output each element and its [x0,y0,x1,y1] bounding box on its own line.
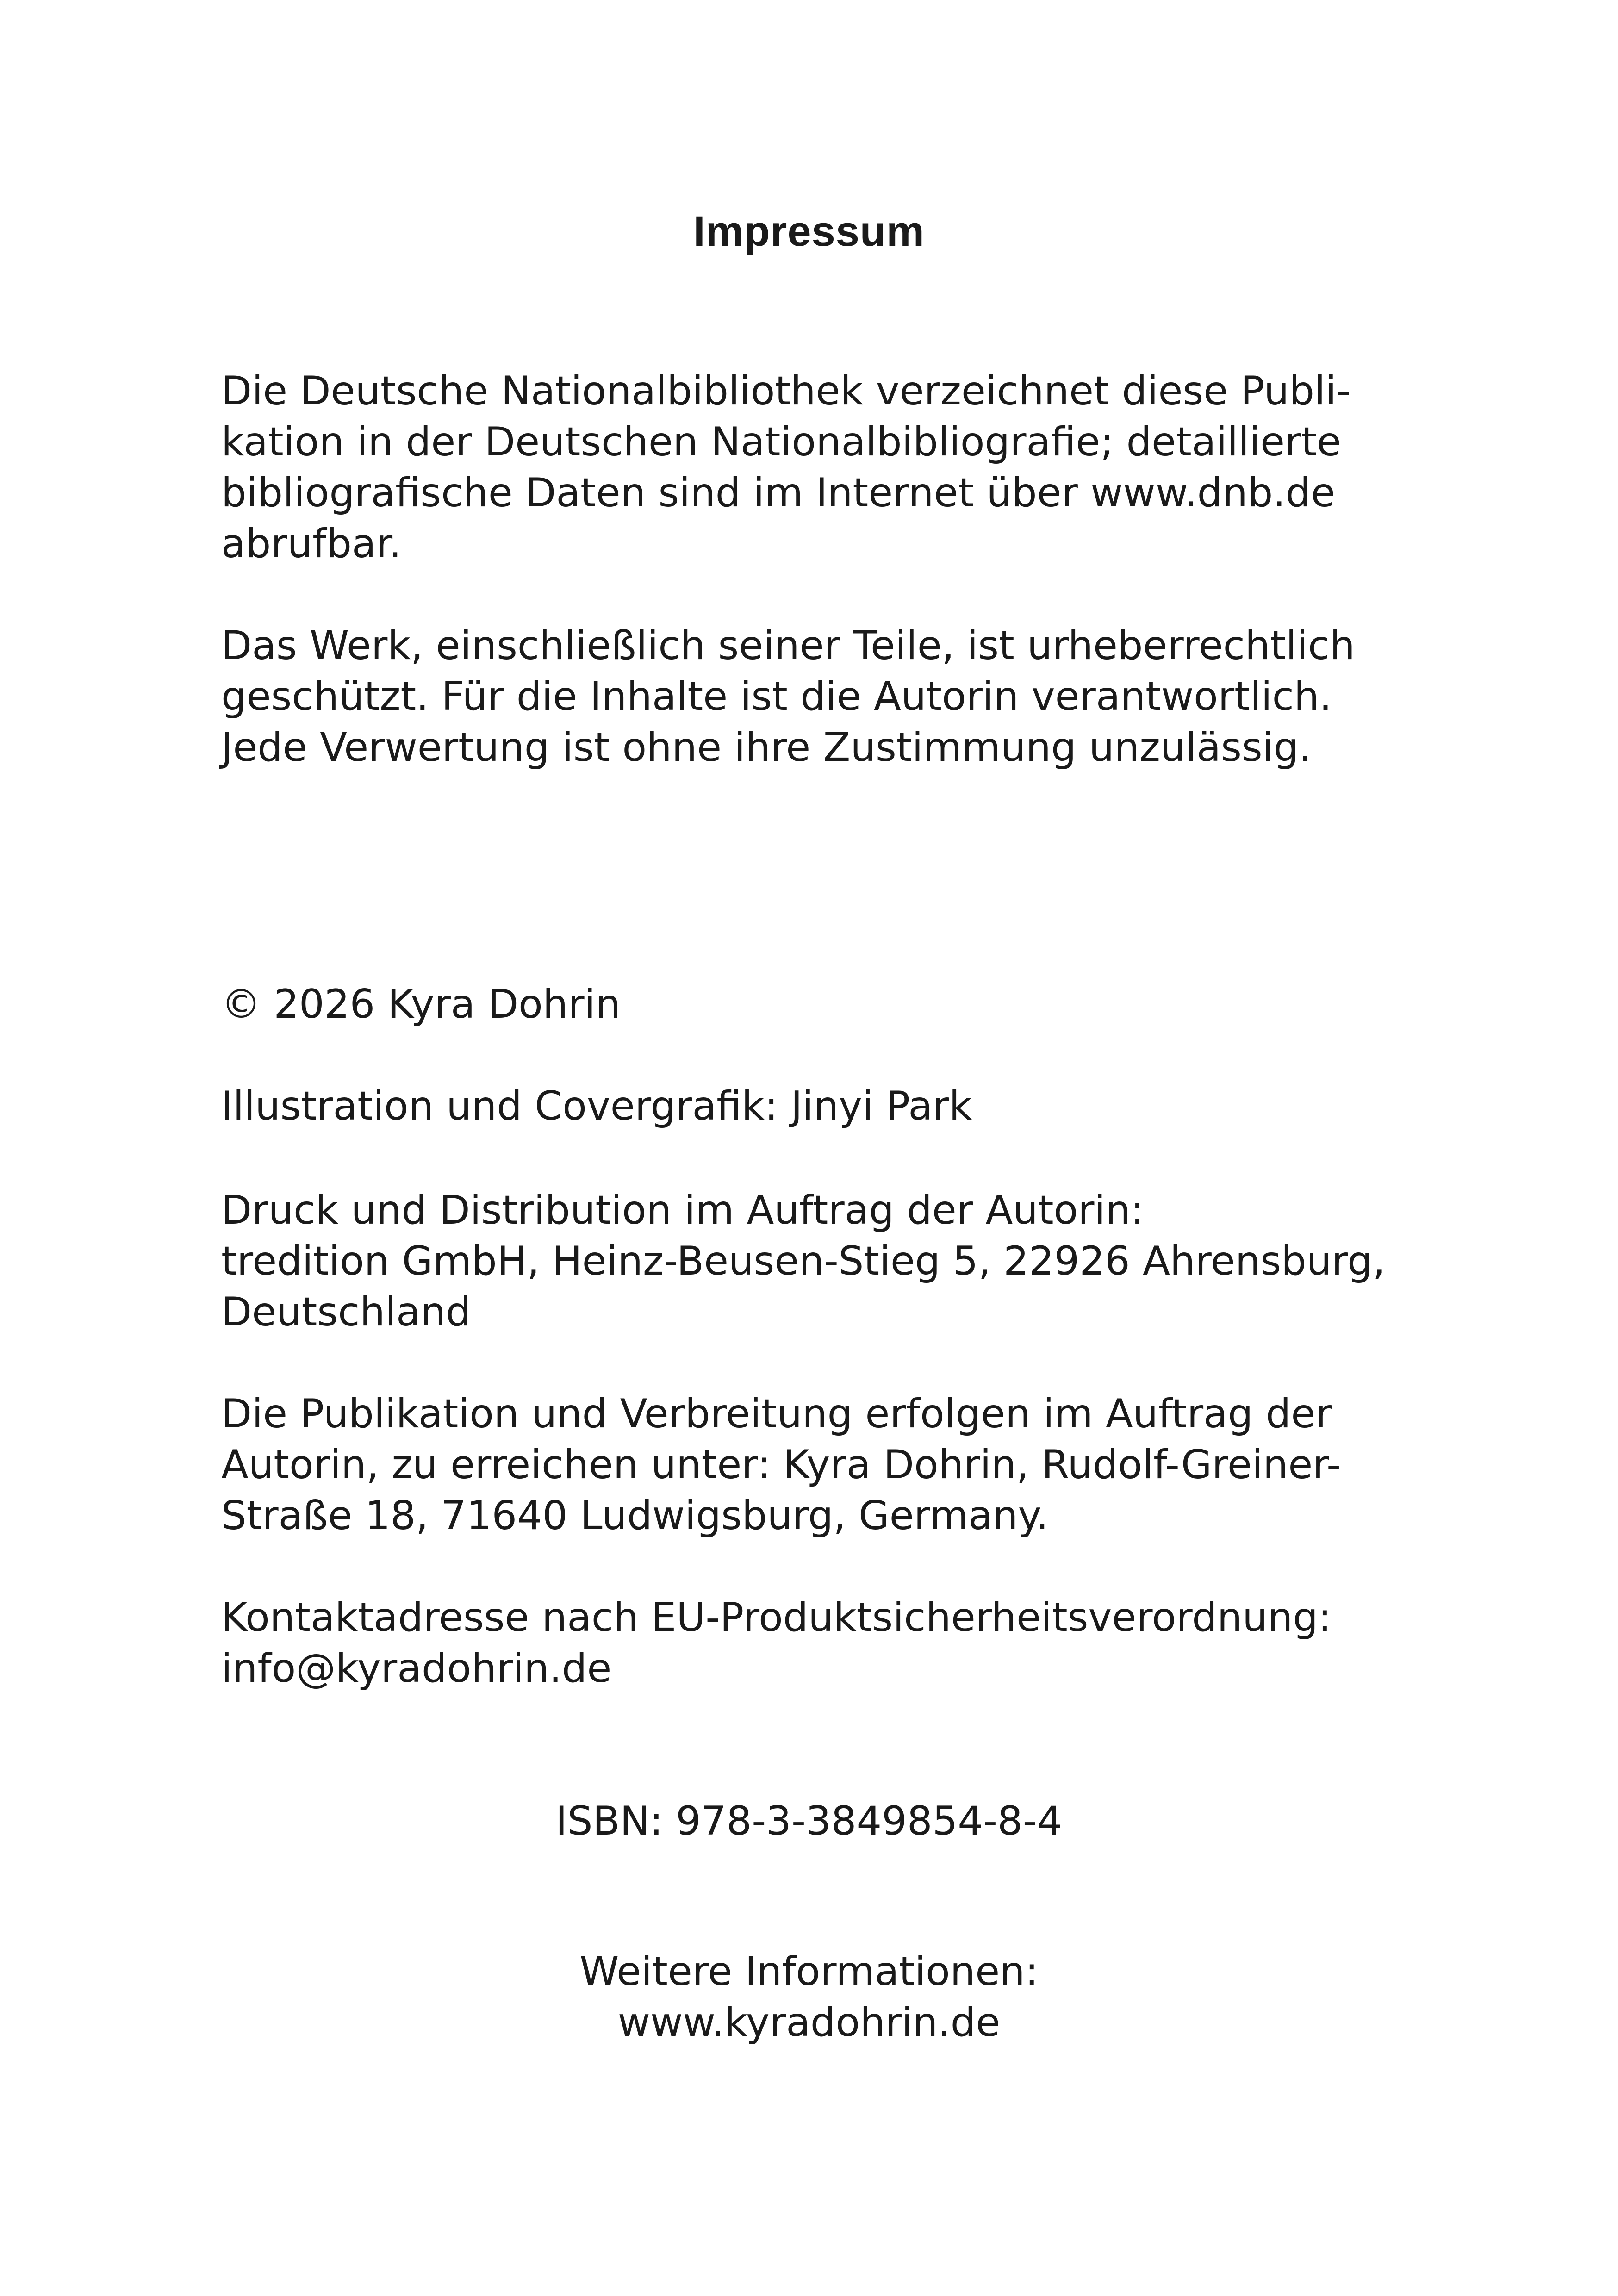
contact-email: info@kyradohrin.de [221,1645,612,1692]
copyright-notice-paragraph [221,620,1425,773]
print-distribution-line: Deutschland [221,1289,471,1335]
print-distribution-line: tredition GmbH, Heinz-Beusen-Stieg 5, 22926 Ahrensburg, [221,1238,1385,1284]
print-distribution-paragraph [221,1185,1425,1338]
dnb-notice-line: bibliografische Daten sind im Internet über www.dnb.de [221,470,1336,516]
copyright-notice-line: Jede Verwertung ist ohne ihre Zustimmung unzulässig. [221,724,1312,771]
page-title: Impressum [693,208,925,255]
dnb-notice-line: kation in der Deutschen Nationalbibliografie; detaillierte [221,419,1341,465]
website-url: www.kyradohrin.de [617,1999,1001,2046]
contact-line: Kontaktadresse nach EU-Produktsicherheitsverordnung: [221,1594,1332,1641]
copyright-notice-line: geschützt. Für die Inhalte ist die Autorin verantwortlich. [221,673,1332,720]
isbn-text: ISBN: 978-3-3849854-8-4 [555,1798,1063,1844]
print-distribution-line: Druck und Distribution im Auftrag der Autorin: [221,1187,1144,1233]
dnb-notice-paragraph [221,366,1425,569]
publication-line: Die Publikation und Verbreitung erfolgen im Auftrag der [221,1391,1332,1437]
illustration-credit [221,1081,1425,1132]
publication-line: Autorin, zu erreichen unter: Kyra Dohrin, Rudolf-Greiner- [221,1442,1341,1488]
copyright-notice-line: Das Werk, einschließlich seiner Teile, ist urheberrechtlich [221,622,1355,669]
illustration-text: Illustration und Covergrafik: Jinyi Park [221,1083,972,1129]
copyright-text: © 2026 Kyra Dohrin [221,981,621,1027]
more-info-paragraph [0,1946,1618,2048]
dnb-notice-line: abrufbar. [221,521,402,567]
publication-paragraph [221,1388,1425,1541]
dnb-notice-line: Die Deutsche Nationalbibliothek verzeichnet diese Publi- [221,368,1351,414]
isbn [0,1796,1618,1847]
publication-line: Straße 18, 71640 Ludwigsburg, Germany. [221,1493,1049,1539]
more-info-label: Weitere Informationen: [579,1948,1039,1995]
contact-paragraph [221,1592,1425,1694]
copyright-line [221,979,1425,1030]
